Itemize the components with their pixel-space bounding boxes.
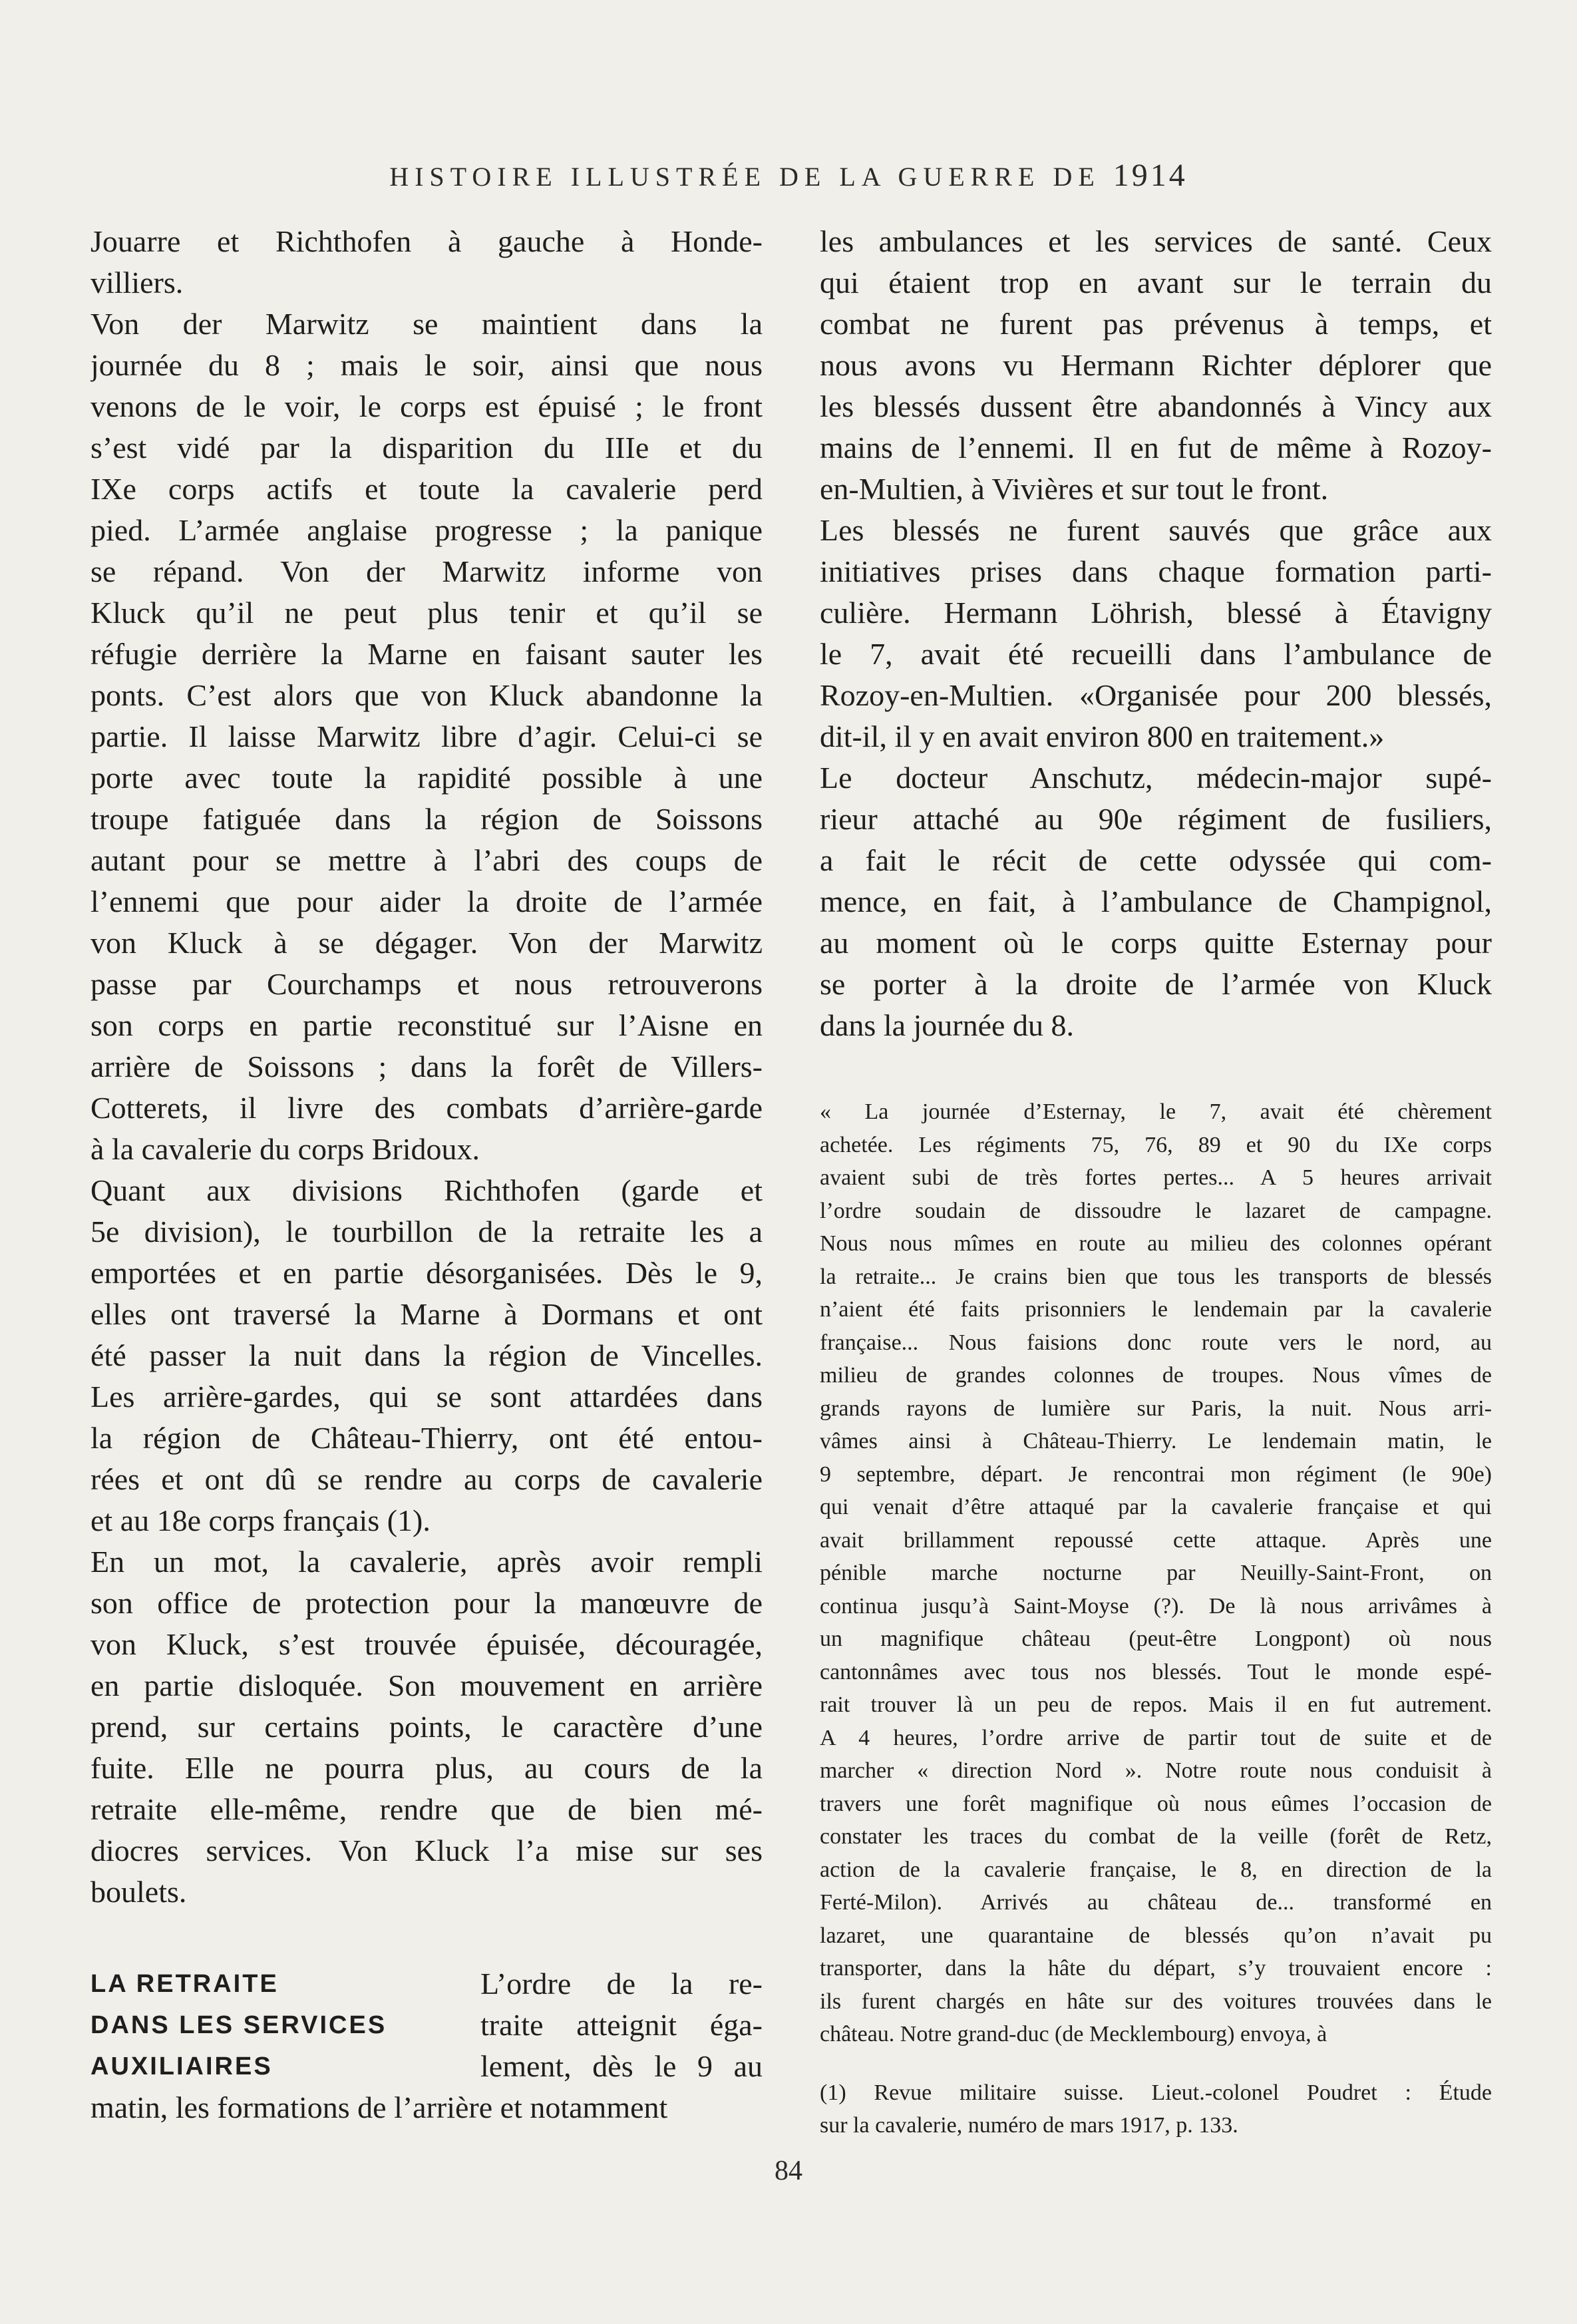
text-line: lement, dès le 9 au [480, 2049, 763, 2083]
small-text-line: continua jusqu’à Saint-Moyse (?). De là nous arrivâmes à [820, 1593, 1492, 1619]
right-body-text [820, 221, 1492, 1046]
page-number: 84 [775, 2156, 802, 2186]
text-line: matin, les formations de l’arrière et notamment [90, 2090, 668, 2124]
small-text-line: n’aient été faits prisonniers le lendemain par la cavalerie [820, 1297, 1492, 1322]
small-text-line: un magnifique château (peut-être Longpont) où nous [820, 1627, 1492, 1651]
text-line: a fait le récit de cette odyssée qui com- [820, 843, 1492, 877]
text-line: L’ordre de la re- [480, 1967, 763, 2001]
text-line: Cotterets, il livre des combats d’arrière-garde [90, 1091, 763, 1125]
small-text-line: Nous nous mîmes en route au milieu des colonnes opérant [820, 1231, 1492, 1256]
text-line: Le docteur Anschutz, médecin-major supé- [820, 761, 1492, 795]
text-line: ponts. C’est alors que von Kluck abandonne la [90, 678, 763, 712]
small-text-line: château. Notre grand-duc (de Mecklembourg) envoya, à [820, 2022, 1327, 2046]
text-line: Les arrière-gardes, qui se sont attardées dans [90, 1380, 763, 1414]
small-text-line: avait brillamment repoussé cette attaque. Après une [820, 1527, 1492, 1553]
text-line: Quant aux divisions Richthofen (garde et [90, 1173, 763, 1207]
running-header [0, 157, 1577, 194]
text-line: la région de Château-Thierry, ont été entou- [90, 1421, 763, 1455]
text-line: autant pour se mettre à l’abri des coups de [90, 843, 763, 877]
small-text-line: ils furent chargés en hâte sur des voitures trouvées dans le [820, 1989, 1492, 2014]
text-line: En un mot, la cavalerie, après avoir rempli [90, 1545, 763, 1579]
text-line: IXe corps actifs et toute la cavalerie perd [90, 472, 763, 506]
text-line: retraite elle-même, rendre que de bien mé- [90, 1792, 763, 1826]
text-line: dans la journée du 8. [820, 1008, 1074, 1042]
small-text-line: pénible marche nocturne par Neuilly-Saint-Front, on [820, 1561, 1492, 1585]
text-line: les ambulances et les services de santé. Ceux [820, 224, 1492, 258]
text-line: pied. L’armée anglaise progresse ; la panique [90, 513, 763, 547]
right-column [820, 221, 1492, 2142]
text-line: mains de l’ennemi. Il en fut de même à Rozoy- [820, 431, 1492, 465]
small-text-line: cantonnâmes avec tous nos blessés. Tout le monde espé- [820, 1659, 1492, 1684]
text-line: partie. Il laisse Marwitz libre d’agir. Celui-ci se [90, 719, 763, 753]
section-heading-line: LA RETRAITE [90, 1970, 279, 1998]
text-line: dit-il, il y en avait environ 800 en traitement.» [820, 719, 1385, 753]
section-heading-line: AUXILIAIRES [90, 2052, 273, 2080]
text-line: mence, en fait, à l’ambulance de Champignol, [820, 884, 1492, 918]
running-year: 1914 [1113, 158, 1188, 193]
text-line: rieur attaché au 90e régiment de fusiliers, [820, 802, 1492, 836]
section-heading-block [90, 1963, 763, 2087]
left-column [90, 221, 763, 2128]
small-text-line: (1) Revue militaire suisse. Lieut.-colonel Poudret : Étude [820, 2080, 1492, 2105]
text-line: culière. Hermann Löhrish, blessé à Étavigny [820, 596, 1492, 630]
text-line: Von der Marwitz se maintient dans la [90, 307, 763, 341]
text-line: Rozoy-en-Multien. «Organisée pour 200 blessés, [820, 678, 1492, 712]
text-line: réfugie derrière la Marne en faisant sauter les [90, 637, 763, 671]
small-text-line: lazaret, une quarantaine de blessés qu’on n’avait pu [820, 1923, 1492, 1948]
text-line: été passer la nuit dans la région de Vincelles. [90, 1338, 763, 1372]
small-text-line: sur la cavalerie, numéro de mars 1917, p. 133. [820, 2113, 1238, 2138]
footnote [820, 2076, 1492, 2142]
small-text-line: l’ordre soudain de dissoudre le lazaret de campagne. [820, 1198, 1492, 1223]
text-line: se répand. Von der Marwitz informe von [90, 554, 763, 588]
small-text-line: française... Nous faisions donc route vers le nord, au [820, 1330, 1492, 1355]
text-line: le 7, avait été recueilli dans l’ambulance de [820, 637, 1492, 671]
text-line: boulets. [90, 1875, 187, 1909]
text-line: qui étaient trop en avant sur le terrain du [820, 266, 1492, 299]
text-line: passe par Courchamps et nous retrouverons [90, 967, 763, 1001]
text-line: prend, sur certains points, le caractère d’une [90, 1710, 763, 1744]
text-line: elles ont traversé la Marne à Dormans et ont [90, 1297, 763, 1331]
small-text-line: travers une forêt magnifique où nous eûmes l’occasion de [820, 1791, 1492, 1816]
text-line: au moment où le corps quitte Esternay pour [820, 926, 1492, 960]
text-line: von Kluck à se dégager. Von der Marwitz [90, 926, 763, 960]
small-text-line: constater les traces du combat de la veille (forêt de Retz, [820, 1824, 1492, 1849]
text-line: se porter à la droite de l’armée von Kluck [820, 967, 1492, 1001]
quoted-testimony [820, 1095, 1492, 2051]
text-line: à la cavalerie du corps Bridoux. [90, 1132, 480, 1166]
text-line: en-Multien, à Vivières et sur tout le front. [820, 472, 1329, 506]
small-text-line: avaient subi de très fortes pertes... A 5 heures arrivait [820, 1165, 1492, 1190]
text-line: porte avec toute la rapidité possible à une [90, 761, 763, 795]
left-body-text [90, 221, 763, 1913]
text-line: son corps en partie reconstitué sur l’Aisne en [90, 1008, 763, 1042]
small-text-line: la retraite... Je crains bien que tous les transports de blessés [820, 1264, 1492, 1289]
text-line: emportées et en partie désorganisées. Dès le 9, [90, 1256, 763, 1290]
small-text-line: action de la cavalerie française, le 8, en direction de la [820, 1857, 1492, 1882]
small-text-line: Ferté-Milon). Arrivés au château de... transformé en [820, 1890, 1492, 1915]
text-line: en partie disloquée. Son mouvement en arrière [90, 1668, 763, 1702]
text-line: Kluck qu’il ne peut plus tenir et qu’il se [90, 596, 763, 630]
small-text-line: milieu de grandes colonnes de troupes. Nous vîmes de [820, 1363, 1492, 1388]
small-text-line: qui venait d’être attaqué par la cavalerie française et qui [820, 1495, 1492, 1519]
small-text-line: transporter, dans la hâte du départ, s’y trouvaient encore : [820, 1956, 1492, 1981]
small-text-line: A 4 heures, l’ordre arrive de partir tout de suite et de [820, 1725, 1492, 1750]
text-line: troupe fatiguée dans la région de Soissons [90, 802, 763, 836]
text-line: 5e division), le tourbillon de la retraite les a [90, 1215, 763, 1249]
text-line: arrière de Soissons ; dans la forêt de Villers- [90, 1050, 763, 1083]
small-text-line: 9 septembre, départ. Je rencontrai mon régiment (le 90e) [820, 1461, 1492, 1487]
small-text-line: achetée. Les régiments 75, 76, 89 et 90 du IXe corps [820, 1132, 1492, 1157]
running-title: HISTOIRE ILLUSTRÉE DE LA GUERRE DE [389, 162, 1101, 192]
text-line: s’est vidé par la disparition du IIIe et du [90, 431, 763, 465]
text-line: von Kluck, s’est trouvée épuisée, découragée, [90, 1627, 763, 1661]
text-line: venons de le voir, le corps est épuisé ; le front [90, 389, 763, 423]
text-line: son office de protection pour la manœuvre de [90, 1586, 763, 1620]
left-body-text-continued [90, 2087, 763, 2128]
text-line: diocres services. Von Kluck l’a mise sur ses [90, 1834, 763, 1867]
small-text-line: vâmes ainsi à Château-Thierry. Le lendemain matin, le [820, 1429, 1492, 1453]
text-line: et au 18e corps français (1). [90, 1503, 431, 1537]
text-line: initiatives prises dans chaque formation parti- [820, 554, 1492, 588]
section-heading-line: DANS LES SERVICES [90, 2011, 387, 2039]
small-text-line: « La journée d’Esternay, le 7, avait été chèrement [820, 1099, 1492, 1124]
small-text-line: marcher « direction Nord ». Notre route nous conduisit à [820, 1758, 1492, 1783]
text-line: l’ennemi que pour aider la droite de l’armée [90, 884, 763, 918]
text-line: les blessés dussent être abandonnés à Vincy aux [820, 389, 1492, 423]
text-line: traite atteignit éga- [480, 2008, 763, 2042]
text-line: fuite. Elle ne pourra plus, au cours de la [90, 1751, 763, 1785]
text-line: journée du 8 ; mais le soir, ainsi que nous [90, 348, 763, 382]
text-line: villiers. [90, 266, 184, 299]
small-text-line: grands rayons de lumière sur Paris, la nuit. Nous arri- [820, 1396, 1492, 1421]
text-line: Jouarre et Richthofen à gauche à Honde- [90, 224, 763, 258]
small-text-line: rait trouver là un peu de repos. Mais il en fut autrement. [820, 1692, 1492, 1717]
text-line: rées et ont dû se rendre au corps de cavalerie [90, 1462, 763, 1496]
text-line: Les blessés ne furent sauvés que grâce aux [820, 513, 1492, 547]
text-line: combat ne furent pas prévenus à temps, et [820, 307, 1492, 341]
text-line: nous avons vu Hermann Richter déplorer que [820, 348, 1492, 382]
